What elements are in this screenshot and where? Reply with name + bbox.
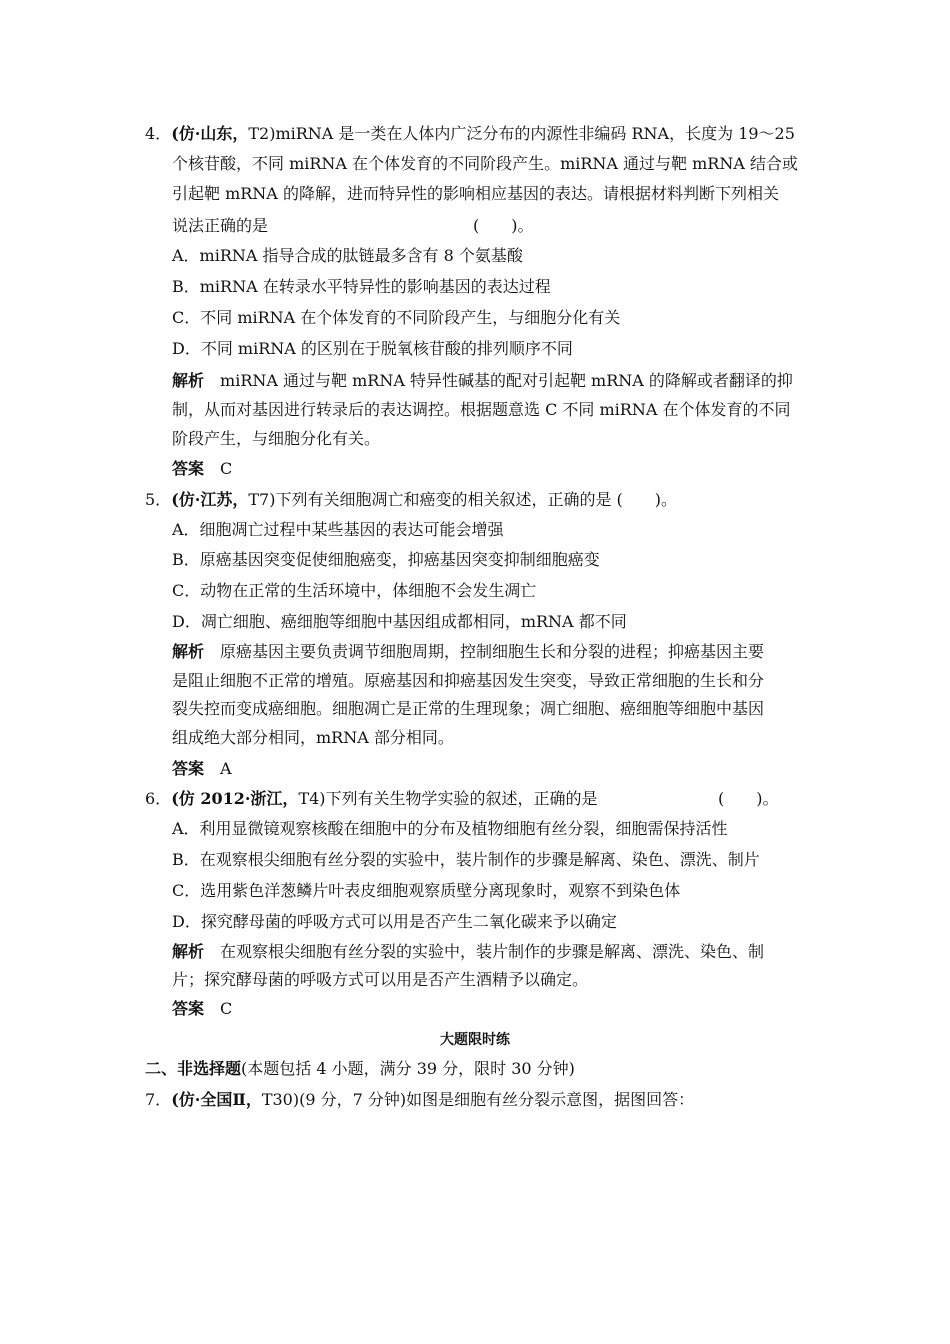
q4-option-a: A．miRNA 指导合成的肽链最多含有 8 个氨基酸 [172, 246, 523, 265]
q4-option-c: C．不同 miRNA 在个体发育的不同阶段产生，与细胞分化有关 [172, 308, 621, 327]
q4-analysis-line-3: 阶段产生，与细胞分化有关。 [172, 429, 381, 448]
q6-number: 6． [145, 789, 172, 808]
answer-label: 答案 [172, 759, 205, 778]
q5-option-a: A．细胞凋亡过程中某些基因的表达可能会增强 [172, 520, 504, 539]
q5-option-b: B．原癌基因突变促使细胞癌变，抑癌基因突变抑制细胞癌变 [172, 550, 600, 569]
part2-label: 二、非选择题 [145, 1059, 242, 1078]
q4-answer-blank: ( )。 [473, 216, 534, 235]
q6-analysis-line-1: 解析 在观察根尖细胞有丝分裂的实验中，装片制作的步骤是解离、漂洗、染色、制 [172, 942, 765, 961]
q5-option-d: D．凋亡细胞、癌细胞等细胞中基因组成都相同，mRNA 都不同 [172, 612, 627, 631]
q4-stem-line-4: 说法正确的是 [172, 216, 269, 235]
q5-analysis-line-4: 组成绝大部分相同，mRNA 部分相同。 [172, 728, 454, 747]
q4-stem-line-1: 4．(仿·山东，T2)miRNA 是一类在人体内广泛分布的内源性非编码 RNA，长度为 19～25 [145, 124, 795, 143]
q4-answer: 答案 C [172, 459, 233, 478]
q5-option-c: C．动物在正常的生活环境中，体细胞不会发生凋亡 [172, 581, 537, 600]
q5-stem-line-1: 5．(仿·江苏，T7)下列有关细胞凋亡和癌变的相关叙述，正确的是 ( )。 [145, 490, 678, 509]
q5-analysis-line-2: 是阻止细胞不正常的增殖。原癌基因和抑癌基因发生突变，导致正常细胞的生长和分 [172, 671, 765, 690]
q6-analysis-line-2: 片；探究酵母菌的呼吸方式可以用是否产生酒精予以确定。 [172, 970, 589, 989]
q6-option-c: C．选用紫色洋葱鳞片叶表皮细胞观察质壁分离现象时，观察不到染色体 [172, 881, 681, 900]
q5-number: 5． [145, 490, 172, 509]
answer-label: 答案 [172, 459, 205, 478]
part2-heading: 二、非选择题(本题包括 4 小题，满分 39 分，限时 30 分钟) [145, 1059, 575, 1078]
q6-answer: 答案 C [172, 999, 233, 1018]
q6-option-d: D．探究酵母菌的呼吸方式可以用是否产生二氧化碳来予以确定 [172, 912, 617, 931]
q5-analysis-line-1: 解析 原癌基因主要负责调节细胞周期，控制细胞生长和分裂的进程；抑癌基因主要 [172, 642, 765, 661]
q6-option-b: B．在观察根尖细胞有丝分裂的实验中，装片制作的步骤是解离、染色、漂洗、制片 [172, 850, 760, 869]
q4-option-b: B．miRNA 在转录水平特异性的影响基因的表达过程 [172, 277, 551, 296]
analysis-label: 解析 [172, 642, 205, 661]
answer-label: 答案 [172, 999, 205, 1018]
q6-option-a: A．利用显微镜观察核酸在细胞中的分布及植物细胞有丝分裂，细胞需保持活性 [172, 819, 728, 838]
q6-answer-blank: ( )。 [718, 789, 779, 808]
q4-source: (仿·山东， [171, 124, 249, 143]
q6-stem-line-1: 6．(仿 2012·浙江，T4)下列有关生物学实验的叙述，正确的是 [145, 789, 598, 808]
q5-analysis-line-3: 裂失控而变成癌细胞。细胞凋亡是正常的生理现象；凋亡细胞、癌细胞等细胞中基因 [172, 699, 765, 718]
q4-number: 4． [145, 124, 172, 143]
analysis-label: 解析 [172, 942, 205, 961]
q7-source: (仿·全国Ⅱ， [171, 1090, 262, 1109]
q4-analysis-line-2: 制，从而对基因进行转录后的表达调控。根据题意选 C 不同 miRNA 在个体发育的不同 [172, 400, 791, 419]
q5-answer: 答案 A [172, 759, 232, 778]
q7-number: 7． [145, 1090, 172, 1109]
q6-source: (仿 2012·浙江， [171, 789, 299, 808]
q4-stem-line-3: 引起靶 mRNA 的降解，进而特异性的影响相应基因的表达。请根据材料判断下列相关 [172, 184, 779, 203]
section-title: 大题限时练 [440, 1032, 510, 1048]
q7-stem-line-1: 7．(仿·全国Ⅱ，T30)(9 分，7 分钟)如图是细胞有丝分裂示意图，据图回答： [145, 1090, 695, 1109]
q4-option-d: D．不同 miRNA 的区别在于脱氧核苷酸的排列顺序不同 [172, 339, 573, 358]
q4-stem-line-2: 个核苷酸，不同 miRNA 在个体发育的不同阶段产生。miRNA 通过与靶 mRNA 结合或 [172, 154, 798, 173]
q4-analysis-line-1: 解析 miRNA 通过与靶 mRNA 特异性碱基的配对引起靶 mRNA 的降解或者翻译的抑 [172, 371, 793, 390]
q5-source: (仿·江苏， [171, 490, 249, 509]
analysis-label: 解析 [172, 371, 205, 390]
